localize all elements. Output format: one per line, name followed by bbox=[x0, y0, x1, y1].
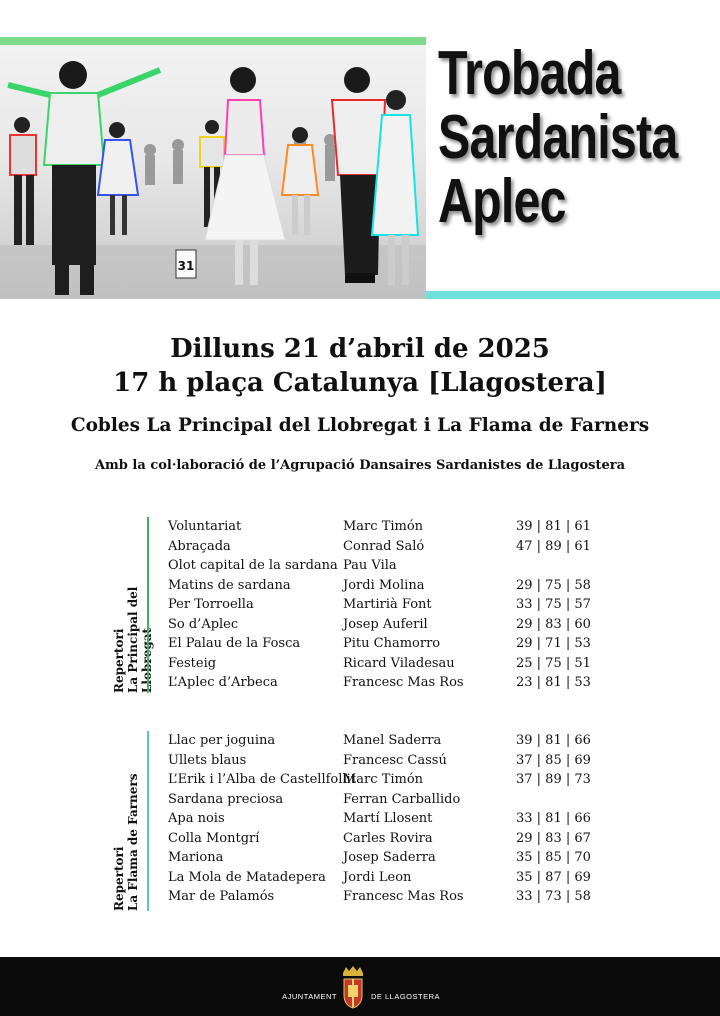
sardana-title: Mariona bbox=[168, 850, 224, 865]
sardana-title: Olot capital de la sardana bbox=[168, 558, 338, 573]
green-accent-bar bbox=[0, 37, 426, 45]
sardana-measures: 25 | 75 | 51 bbox=[516, 655, 591, 671]
sardana-measures: 29 | 83 | 60 bbox=[516, 616, 591, 632]
list-item bbox=[0, 770, 720, 790]
sardana-measures: 23 | 81 | 53 bbox=[516, 675, 591, 690]
title-line: Aplec bbox=[438, 167, 566, 236]
sardana-title: Ullets blaus bbox=[168, 752, 247, 768]
repertoire-label-line: Repertori bbox=[112, 628, 126, 693]
event-title bbox=[438, 39, 678, 236]
repertoire-label-line: Repertori bbox=[112, 846, 126, 911]
sardana-measures: 35 | 87 | 69 bbox=[516, 869, 591, 885]
sardana-author: Josep Auferil bbox=[343, 616, 428, 632]
event-collaboration: Amb la col·laboració de l’Agrupació Dansaires Sardanistes de Llagostera bbox=[94, 458, 626, 473]
sardana-title: Sardana preciosa bbox=[168, 791, 284, 807]
sardana-measures: 29 | 75 | 58 bbox=[516, 577, 591, 593]
sardana-title: Per Torroella bbox=[168, 597, 254, 612]
list-item bbox=[0, 848, 720, 868]
sardana-author: Francesc Cassú bbox=[343, 752, 447, 768]
sardana-title: Abraçada bbox=[168, 538, 231, 554]
list-item bbox=[0, 790, 720, 810]
sardana-author: Martí Llosent bbox=[343, 811, 433, 826]
list-item bbox=[0, 576, 720, 596]
list-item bbox=[0, 556, 720, 576]
title-line: Trobada bbox=[438, 39, 621, 108]
sardana-author: Carles Rovira bbox=[343, 830, 433, 846]
footer-text-right: DE LLAGOSTERA bbox=[371, 992, 441, 1001]
event-place: 17 h plaça Catalunya [Llagostera] bbox=[113, 368, 607, 398]
sardana-title: Llac per joguina bbox=[168, 733, 276, 748]
list-item bbox=[0, 517, 720, 537]
sardana-author: Martirià Font bbox=[343, 597, 432, 612]
sardana-measures: 33 | 75 | 57 bbox=[516, 597, 591, 612]
sardana-title: Colla Montgrí bbox=[168, 830, 260, 846]
sardana-author: Jordi Molina bbox=[343, 577, 425, 593]
repertoire-label-line: La Principal del bbox=[126, 586, 140, 693]
sardana-author: Manel Saderra bbox=[343, 733, 442, 748]
sardana-measures: 29 | 71 | 53 bbox=[516, 636, 591, 651]
sardana-measures: 39 | 81 | 61 bbox=[516, 519, 591, 534]
list-item bbox=[0, 673, 720, 693]
dancers-photo bbox=[0, 45, 426, 299]
sardana-author: Ferran Carballido bbox=[343, 791, 461, 807]
sardana-measures: 37 | 85 | 69 bbox=[516, 752, 591, 768]
event-date: Dilluns 21 d’abril de 2025 bbox=[170, 334, 550, 364]
sardana-author: Josep Saderra bbox=[343, 850, 436, 865]
sardana-title: Festeig bbox=[168, 655, 217, 671]
list-item bbox=[0, 634, 720, 654]
sardana-title: L’Aplec d’Arbeca bbox=[168, 675, 278, 690]
sardana-title: L’Erik i l’Alba de Castellfollit bbox=[168, 772, 356, 787]
list-item bbox=[0, 868, 720, 888]
sardana-title: El Palau de la Fosca bbox=[168, 636, 301, 651]
sardana-title: Matins de sardana bbox=[168, 577, 291, 593]
list-item bbox=[0, 537, 720, 557]
sardana-title: La Mola de Matadepera bbox=[168, 869, 326, 885]
sardana-author: Francesc Mas Ros bbox=[343, 889, 464, 904]
footer-text-left: AJUNTAMENT bbox=[282, 992, 337, 1001]
sardana-measures: 33 | 73 | 58 bbox=[516, 889, 591, 904]
cyan-accent-bar bbox=[426, 291, 720, 299]
sardana-author: Ricard Viladesau bbox=[343, 655, 455, 671]
title-line: Sardanista bbox=[438, 103, 678, 172]
list-item bbox=[0, 654, 720, 674]
sardana-author: Marc Timón bbox=[343, 772, 424, 787]
list-item bbox=[0, 809, 720, 829]
sardana-author: Pitu Chamorro bbox=[343, 636, 441, 651]
sardana-title: So d’Aplec bbox=[168, 616, 239, 632]
list-item bbox=[0, 751, 720, 771]
sardana-author: Marc Timón bbox=[343, 519, 424, 534]
list-item bbox=[0, 615, 720, 635]
repertoire-label-line: La Flama de Farners bbox=[126, 773, 140, 911]
sardana-measures: 37 | 89 | 73 bbox=[516, 772, 591, 787]
sardana-author: Pau Vila bbox=[343, 558, 397, 573]
sardana-measures: 35 | 85 | 70 bbox=[516, 850, 591, 865]
sardana-measures: 39 | 81 | 66 bbox=[516, 733, 591, 748]
town-crest-icon bbox=[340, 965, 366, 1009]
list-item bbox=[0, 595, 720, 615]
sardana-title: Mar de Palamós bbox=[168, 889, 275, 904]
sardana-measures: 47 | 89 | 61 bbox=[516, 538, 591, 554]
placard-number: 31 bbox=[177, 259, 195, 273]
sardana-author: Jordi Leon bbox=[343, 869, 412, 885]
list-item bbox=[0, 887, 720, 907]
sardana-author: Francesc Mas Ros bbox=[343, 675, 464, 690]
footer bbox=[0, 957, 720, 1016]
sardana-title: Apa nois bbox=[168, 811, 225, 826]
list-item bbox=[0, 731, 720, 751]
sardana-measures: 33 | 81 | 66 bbox=[516, 811, 591, 826]
list-item bbox=[0, 829, 720, 849]
sardana-measures: 29 | 83 | 67 bbox=[516, 830, 591, 846]
event-bands: Cobles La Principal del Llobregat i La Flama de Farners bbox=[70, 415, 650, 436]
sardana-title: Voluntariat bbox=[168, 519, 242, 534]
sardana-author: Conrad Saló bbox=[343, 538, 425, 554]
